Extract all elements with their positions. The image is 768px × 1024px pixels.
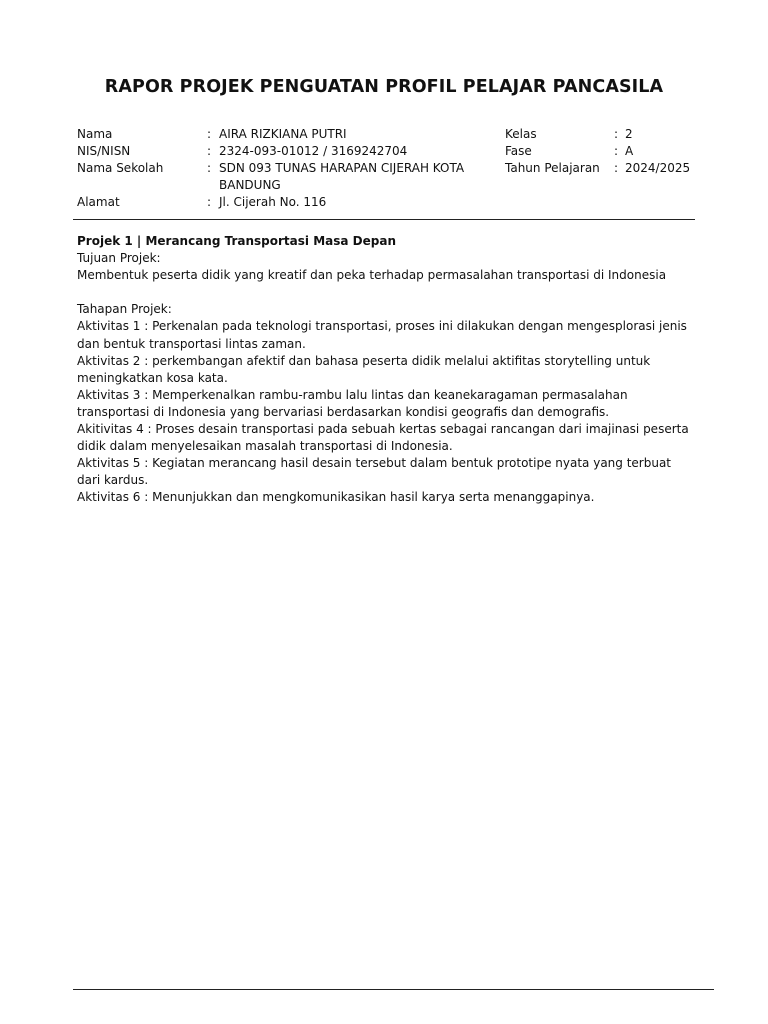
year-label: Tahun Pelajaran: [505, 161, 600, 175]
section-spacer: [77, 284, 692, 301]
activity-1: Aktivitas 1 : Perkenalan pada teknologi transportasi, proses ini dilakukan dengan mengesplorasi jenis dan bentuk transportasi lintas zaman.: [77, 319, 687, 351]
project-title: Projek 1 | Merancang Transportasi Masa Depan: [77, 234, 396, 248]
name-label: Nama: [77, 127, 113, 141]
name-colon: :: [207, 127, 212, 141]
address-colon: :: [207, 195, 212, 209]
info-row-class: [505, 126, 705, 143]
student-info-left: [77, 126, 497, 211]
info-row-address: [77, 194, 497, 211]
phase-value: A: [625, 144, 634, 158]
address-label: Alamat: [77, 195, 120, 209]
activity-4: Akitivitas 4 : Proses desain transportasi pada sebuah kertas sebagai rancangan dari imajinasi peserta didik dalam menyelesaikan masalah transportasi di Indonesia.: [77, 422, 689, 454]
project-stages-label: Tahapan Projek:: [77, 302, 172, 317]
phase-colon: :: [614, 144, 619, 158]
project-section: [77, 233, 692, 507]
nis-value: 2324-093-01012 / 3169242704: [219, 144, 408, 158]
activity-6: Aktivitas 6 : Menunjukkan dan mengkomunikasikan hasil karya serta menanggapinya.: [77, 490, 595, 505]
activity-2: Aktivitas 2 : perkembangan afektif dan bahasa peserta didik melalui aktifitas storytelling untuk meningkatkan kosa kata.: [77, 353, 651, 385]
info-row-phase: [505, 143, 705, 160]
info-row-nis: [77, 143, 497, 160]
school-value: SDN 093 TUNAS HARAPAN CIJERAH KOTA BANDUNG: [219, 161, 465, 192]
project-goal-text: Membentuk peserta didik yang kreatif dan peka terhadap permasalahan transportasi di Indonesia: [77, 268, 667, 283]
phase-label: Fase: [505, 144, 532, 158]
footer-divider: [73, 989, 714, 990]
school-label: Nama Sekolah: [77, 161, 164, 175]
header-divider: [73, 219, 695, 220]
class-value: 2: [625, 127, 633, 141]
nis-colon: :: [207, 144, 212, 158]
class-colon: :: [614, 127, 619, 141]
school-colon: :: [207, 161, 212, 175]
year-value: 2024/2025: [625, 161, 691, 175]
info-row-name: [77, 126, 497, 143]
address-value: Jl. Cijerah No. 116: [219, 195, 327, 209]
info-row-year: [505, 160, 705, 177]
project-goal-label: Tujuan Projek:: [77, 251, 161, 266]
name-value: AIRA RIZKIANA PUTRI: [219, 127, 347, 141]
info-row-school: [77, 160, 497, 194]
activity-3: Aktivitas 3 : Memperkenalkan rambu-rambu lalu lintas dan keanekaragaman permasalahan transportasi di Indonesia yang bervariasi berdasarkan kondisi geografis dan demografis.: [77, 387, 628, 419]
nis-label: NIS/NISN: [77, 144, 131, 158]
class-label: Kelas: [505, 127, 537, 141]
page-title: RAPOR PROJEK PENGUATAN PROFIL PELAJAR PANCASILA: [104, 77, 664, 97]
student-info-right: [505, 126, 705, 177]
year-colon: :: [614, 161, 619, 175]
activity-5: Aktivitas 5 : Kegiatan merancang hasil desain tersebut dalam bentuk prototipe nyata yang terbuat dari kardus.: [77, 456, 672, 488]
